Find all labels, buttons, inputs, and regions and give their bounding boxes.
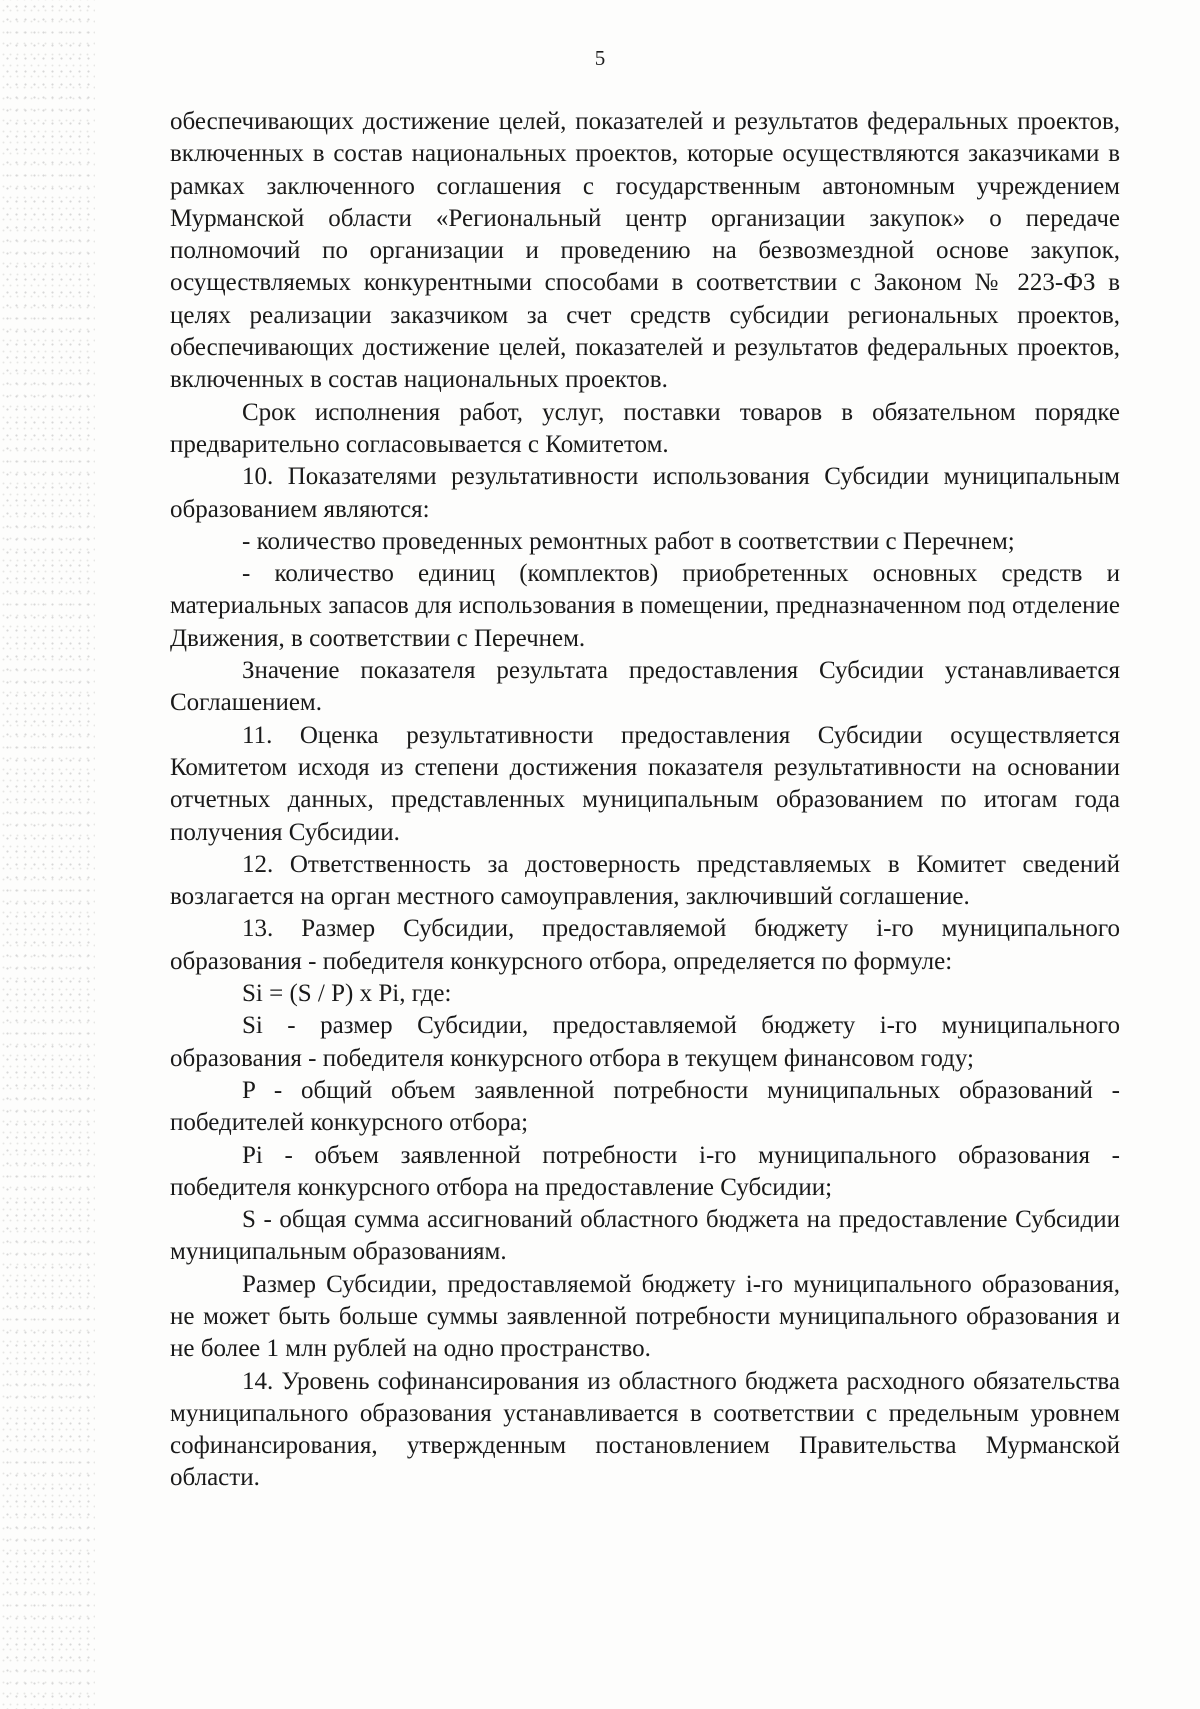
- paragraph-indicator-value: Значение показателя результата предоставления Субсидии устанавливается Соглашением.: [170, 657, 1120, 717]
- paragraph-deadline: Срок исполнения работ, услуг, поставки товаров в обязательном порядке предварительно согласовывается с Комитетом.: [170, 398, 1120, 458]
- paragraph-11: 11. Оценка результативности предоставления Субсидии осуществляется Комитетом исходя из степени достижения показателя результативности на основании отчетных данных, представленных муниципальным образованием по итогам года получения Субсидии.: [170, 721, 1120, 846]
- paragraph-continuation: обеспечивающих достижение целей, показателей и результатов федеральных проектов, включенных в состав национальных проектов, которые осуществляются заказчиками в рамках заключенного соглашения с государственным автономным учреждением Мурманской области «Региональный центр организации закупок» о передаче полномочий по организации и проведению на безвозмездной основе закупок, осуществляемых конкурентными способами в соответствии с Законом № 223-ФЗ в целях реализации заказчиком за счет средств субсидии региональных проектов, обеспечивающих достижение целей, показателей и результатов федеральных проектов, включенных в состав национальных проектов.: [170, 108, 1120, 394]
- definition-pi: Pi - объем заявленной потребности i-го муниципального образования - победителя конкурсного отбора на предоставление Субсидии;: [170, 1141, 1120, 1201]
- definition-si: Si - размер Субсидии, предоставляемой бюджету i-го муниципального образования - победителя конкурсного отбора в текущем финансовом году;: [170, 1012, 1120, 1072]
- paragraph-limit: Размер Субсидии, предоставляемой бюджету i-го муниципального образования, не может быть больше суммы заявленной потребности муниципального образования и не более 1 млн рублей на одно пространство.: [170, 1270, 1120, 1363]
- list-item-repairs: - количество проведенных ремонтных работ в соответствии с Перечнем;: [242, 527, 1015, 555]
- scan-noise-margin: [0, 0, 95, 1709]
- page-number: 5: [594, 46, 606, 70]
- paragraph-10: 10. Показателями результативности использования Субсидии муниципальным образованием являются:: [170, 463, 1120, 523]
- paragraph-13: 13. Размер Субсидии, предоставляемой бюджету i-го муниципального образования - победителя конкурсного отбора, определяется по формуле:: [170, 915, 1120, 975]
- formula: Si = (S / P) x Pi, где:: [242, 980, 452, 1008]
- definition-s: S - общая сумма ассигнований областного бюджета на предоставление Субсидии муниципальным образованиям.: [170, 1206, 1120, 1266]
- paragraph-12: 12. Ответственность за достоверность представляемых в Комитет сведений возлагается на орган местного самоуправления, заключивший соглашение.: [170, 850, 1120, 911]
- list-item-equipment: - количество единиц (комплектов) приобретенных основных средств и материальных запасов для использования в помещении, предназначенном под отделение Движения, в соответствии с Перечнем.: [170, 560, 1120, 652]
- paragraph-14: 14. Уровень софинансирования из областного бюджета расходного обязательства муниципального образования устанавливается в соответствии с предельным уровнем софинансирования, утвержденным постановлением Правительства Мурманской области.: [170, 1367, 1120, 1492]
- definition-p: P - общий объем заявленной потребности муниципальных образований - победителей конкурсного отбора;: [170, 1076, 1120, 1137]
- document-body: [170, 106, 1120, 1495]
